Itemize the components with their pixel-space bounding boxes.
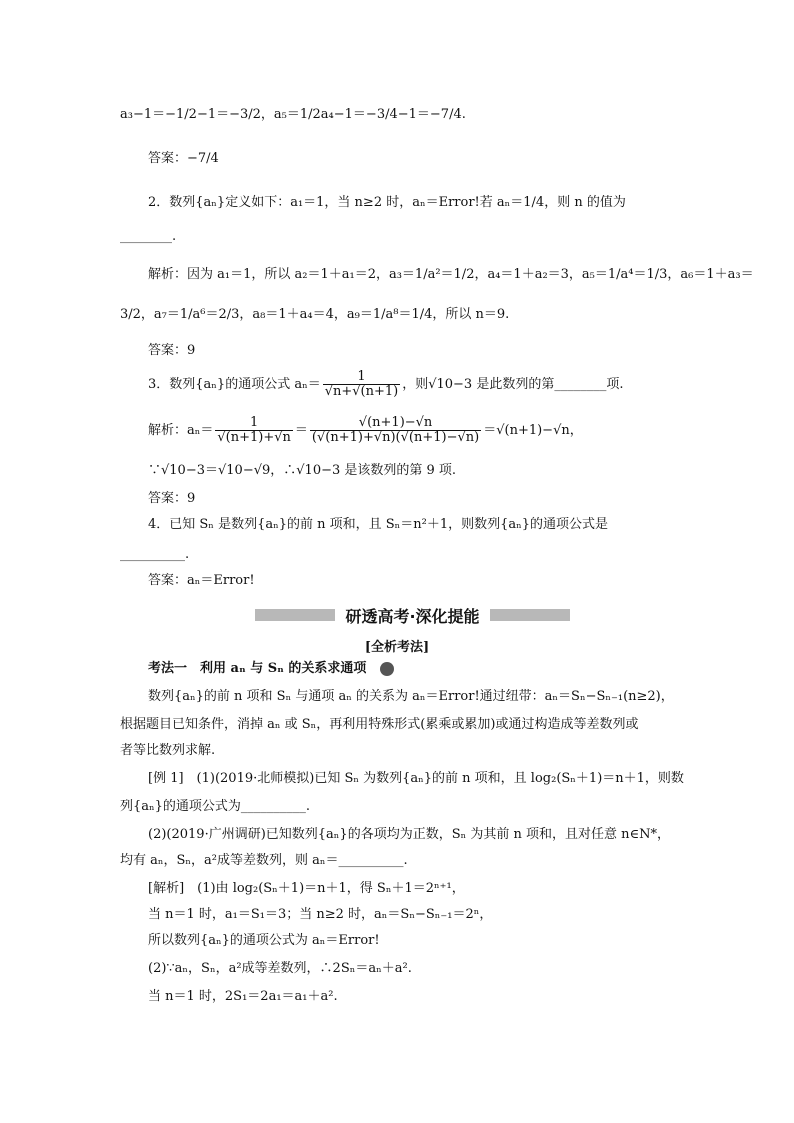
solution-line: 3/2，a₇＝1/a⁶＝2/3，a₈＝1＋a₄＝4，a₉＝1/a⁸＝1/4，所以 n＝9. — [120, 307, 510, 322]
fraction — [310, 416, 481, 445]
numerator: √(n+1)−√n — [310, 416, 481, 431]
denominator: √(n+1)+√n — [217, 430, 291, 445]
solution-text: ＝√(n+1)−√n， — [483, 423, 583, 438]
body-line: 数列{aₙ}的前 n 项和 Sₙ 与通项 aₙ 的关系为 aₙ＝Error!通过纽带：aₙ＝Sₙ−Sₙ₋₁(n≥2)， — [148, 689, 674, 704]
denominator: √n+√(n+1) — [324, 384, 399, 399]
banner-bar-left — [255, 609, 335, 621]
text-line: a₃−1＝−1/2−1＝−3/2，a₅＝1/2a₄−1＝−3/4−1＝−7/4. — [120, 107, 466, 122]
solution-line: [解析] (1)由 log₂(Sₙ＋1)＝n＋1，得 Sₙ＋1＝2ⁿ⁺¹， — [148, 881, 465, 896]
answer-blank: __________. — [120, 547, 190, 562]
fraction — [323, 370, 401, 399]
answer-value: −7/4 — [187, 151, 219, 166]
body-line: 者等比数列求解. — [120, 743, 216, 758]
bullet-dot-icon — [380, 662, 394, 676]
solution-line: 当 n＝1 时，2S₁＝2a₁＝a₁＋a². — [148, 989, 338, 1004]
question-text: ，则√10−3 是此数列的第________项. — [402, 377, 624, 392]
solution-line: 当 n＝1 时，a₁＝S₁＝3；当 n≥2 时，aₙ＝Sₙ−Sₙ₋₁＝2ⁿ， — [148, 907, 493, 922]
answer-line — [148, 150, 219, 168]
question-2: 2．数列{aₙ}定义如下：a₁＝1，当 n≥2 时，aₙ＝Error!若 aₙ＝1/4，则 n 的值为 — [148, 195, 626, 210]
method-heading — [148, 660, 394, 678]
solution-line: 解析：因为 a₁＝1，所以 a₂＝1＋a₁＝2，a₃＝1/a²＝1/2，a₄＝1＋a₂＝3，a₅＝1/a⁴＝1/3，a₆＝1＋a₃＝ — [148, 267, 754, 282]
subsection-title: [全析考法] — [364, 640, 430, 655]
answer-blank: ________. — [120, 229, 177, 244]
body-line: 根据题目已知条件，消掉 aₙ 或 Sₙ，再利用特殊形式(累乘或累加)或通过构造成等差数列或 — [120, 717, 639, 732]
solution-text: 解析：aₙ＝ — [148, 423, 214, 438]
solution-line: 解析：aₙ＝ $\frac{1}{√(n+1)+√n}$ ＝ $\frac{√(n+1)-√n}{(√(n+1)+√n)(√(n+1)-√n)}$ ＝√(n+1)−√n， — [148, 415, 583, 445]
answer-line: 答案：9 — [148, 491, 196, 506]
answer-label: 答案： — [148, 151, 188, 166]
denominator: (√(n+1)+√n)(√(n+1)−√n) — [311, 430, 480, 445]
example-line: [例 1] (1)(2019·北师模拟)已知 Sₙ 为数列{aₙ}的前 n 项和，且 log₂(Sₙ＋1)＝n＋1，则数 — [148, 771, 684, 786]
banner-bar-right — [490, 609, 570, 621]
example-line: (2)(2019·广州调研)已知数列{aₙ}的各项均为正数，Sₙ 为其前 n 项和，且对任意 n∈N*， — [148, 827, 670, 842]
example-line: 均有 aₙ，Sₙ，a²成等差数列，则 aₙ＝__________. — [120, 853, 408, 868]
fraction — [215, 416, 293, 445]
solution-line: ∵√10−3＝√10−√9，∴√10−3 是该数列的第 9 项. — [148, 463, 457, 478]
method-heading-text: 考法一 利用 aₙ 与 Sₙ 的关系求通项 — [148, 661, 367, 676]
question-text: 3．数列{aₙ}的通项公式 aₙ＝ — [148, 377, 321, 392]
answer-line: 答案：9 — [148, 343, 196, 358]
example-line: 列{aₙ}的通项公式为__________. — [120, 799, 311, 814]
question-4: 4．已知 Sₙ 是数列{aₙ}的前 n 项和，且 Sₙ＝n²＋1，则数列{aₙ}的通项公式是 — [148, 517, 609, 532]
solution-line: (2)∵aₙ，Sₙ，a²成等差数列，∴2Sₙ＝aₙ＋a². — [148, 961, 412, 976]
section-banner — [255, 602, 570, 628]
numerator: 1 — [323, 370, 401, 385]
solution-line: 所以数列{aₙ}的通项公式为 aₙ＝Error! — [148, 933, 380, 948]
question-3 — [148, 370, 623, 399]
banner-title: 研透高考·深化提能 — [345, 606, 480, 626]
numerator: 1 — [215, 416, 293, 431]
answer-line: 答案：aₙ＝Error! — [148, 573, 255, 588]
